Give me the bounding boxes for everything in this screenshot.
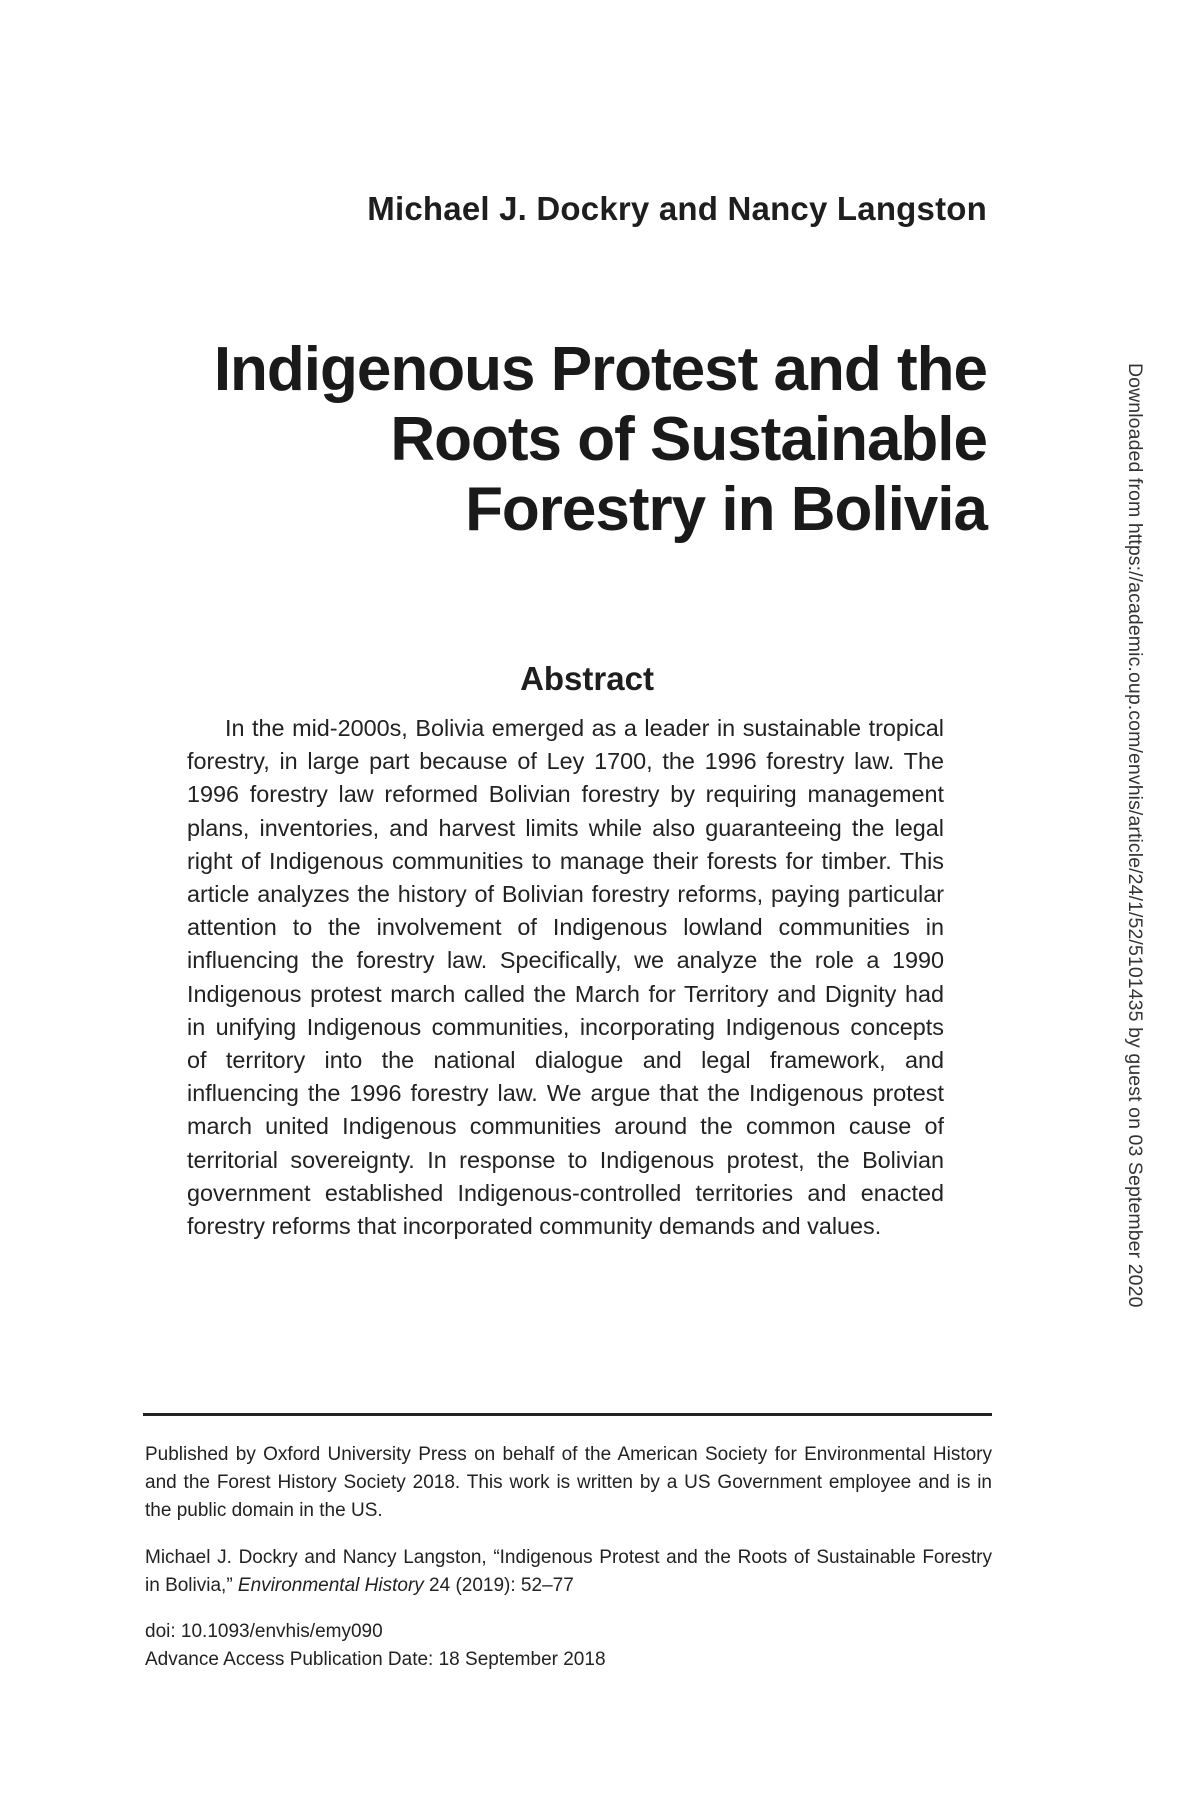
article-title [127, 335, 987, 545]
article-authors: Michael J. Dockry and Nancy Langston [367, 190, 987, 227]
download-watermark: Downloaded from https://academic.oup.com/envhis/article/24/1/52/5101435 by guest on 03 September 2020 [1124, 363, 1146, 1308]
abstract-heading: Abstract [520, 660, 654, 697]
title-line-1: Indigenous Protest and the [213, 335, 987, 404]
advance-access-date: Advance Access Publication Date: 18 September 2018 [145, 1649, 606, 1670]
publication-note: Published by Oxford University Press on behalf of the American Society for Environmental History and the Forest History Society 2018. This work is written by a US Government employee and is in the public domain in the US. [145, 1444, 992, 1521]
doi-block [145, 1618, 992, 1674]
citation [145, 1544, 992, 1600]
citation-suffix: 24 (2019): 52–77 [423, 1575, 574, 1596]
footer-divider [143, 1413, 992, 1416]
citation-journal: Environmental History [237, 1575, 424, 1596]
title-line-3: Forestry in Bolivia [465, 475, 987, 544]
title-line-2: Roots of Sustainable [390, 405, 987, 474]
doi-link[interactable]: doi: 10.1093/envhis/emy090 [145, 1621, 383, 1642]
abstract-text: In the mid-2000s, Bolivia emerged as a leader in sustainable tropical forestry, in large part because of Ley 1700, the 1996 forestry law. The 1996 forestry law reformed Bolivian forestry by requiring management plans, inventories, and harvest limits while also guaranteeing the legal right of Indigenous communities to manage their forests for timber. This article analyzes the history of Bolivian forestry reforms, paying particular attention to the involvement of Indigenous lowland communities in influencing the forestry law. Specifically, we analyze the role a 1990 Indigenous protest march called the March for Territory and Dignity had in unifying Indigenous communities, incorporating Indigenous concepts of territory into the national dialogue and legal framework, and influencing the 1996 forestry law. We argue that the Indigenous protest march united Indigenous communities around the common cause of territorial sovereignty. In response to Indigenous protest, the Bolivian government established Indigenous-controlled territories and enacted forestry reforms that incorporated community demands and values. [187, 715, 944, 1240]
citation-prefix: Michael J. Dockry and Nancy Langston, “Indigenous Protest and the Roots of Sustainable Forestry in Bolivia,” [145, 1547, 992, 1596]
